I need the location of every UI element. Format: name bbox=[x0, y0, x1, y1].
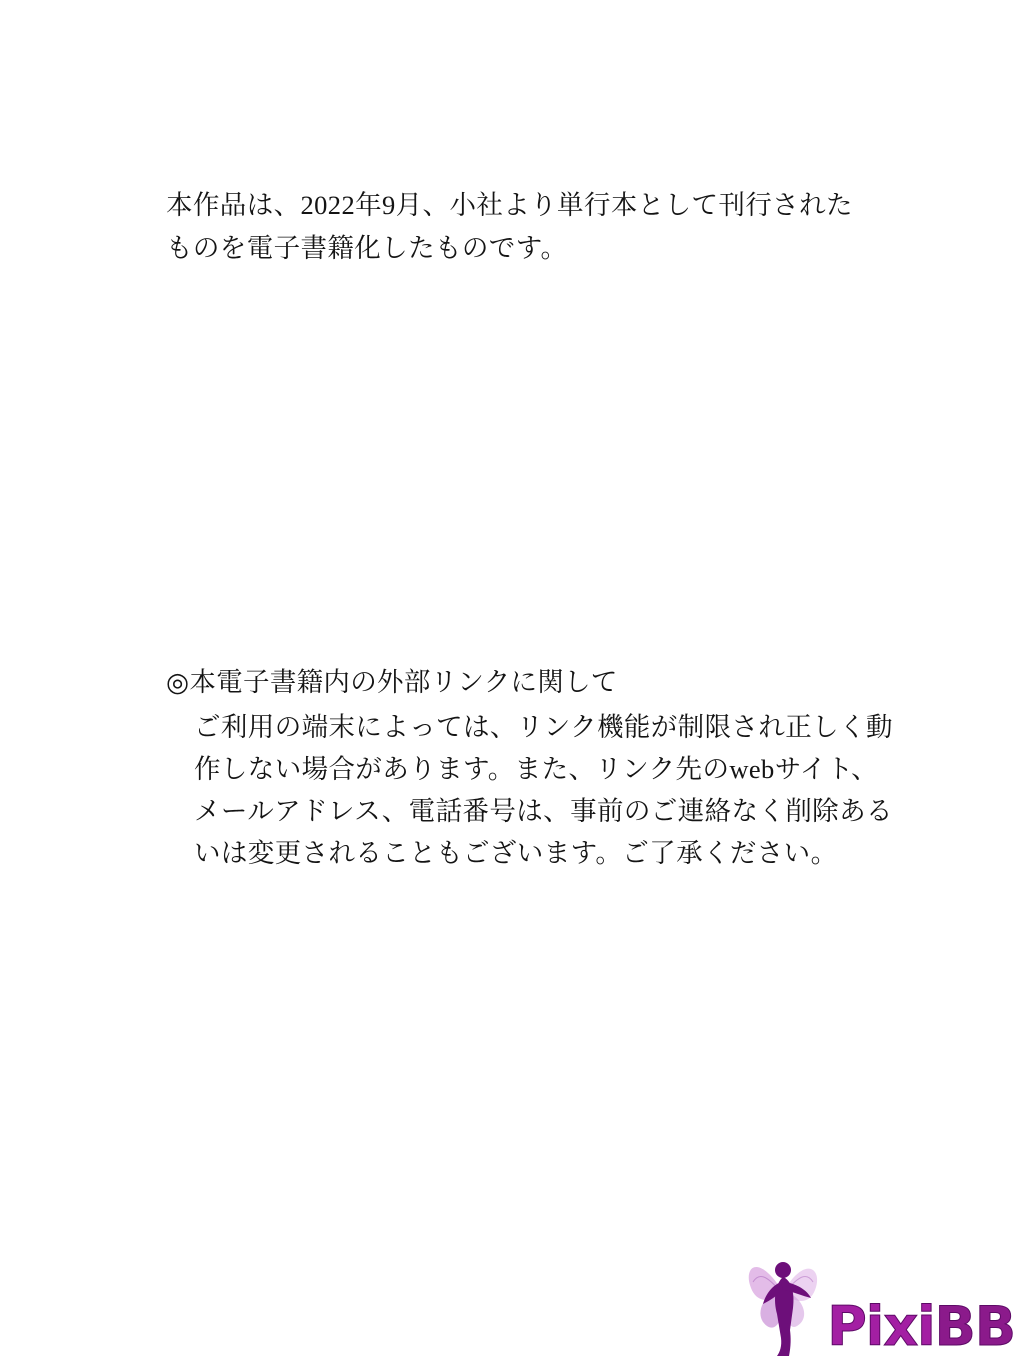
external-links-body-line: いは変更されることもございます。ご了承ください。 bbox=[194, 838, 838, 868]
external-links-body bbox=[166, 706, 906, 874]
watermark bbox=[705, 1242, 1015, 1360]
external-links-heading: ◎本電子書籍内の外部リンクに関して bbox=[166, 667, 618, 697]
external-links-body-line: 作しない場合があります。また、リンク先のwebサイト、 bbox=[194, 754, 879, 784]
colophon-note-line: 本作品は、2022年9月、小社より単行本として刊行された bbox=[166, 190, 853, 220]
fairy-silhouette-icon bbox=[737, 1246, 833, 1358]
external-links-section bbox=[166, 662, 906, 874]
watermark-text-part2: BB bbox=[934, 1295, 1015, 1358]
external-links-body-line: メールアドレス、電話番号は、事前のご連絡なく削除ある bbox=[194, 796, 893, 826]
watermark-text bbox=[827, 1295, 1015, 1358]
external-links-body-line: ご利用の端末によっては、リンク機能が制限され正しく動 bbox=[194, 712, 893, 742]
colophon-note bbox=[166, 184, 886, 270]
colophon-note-line: ものを電子書籍化したものです。 bbox=[166, 233, 568, 263]
watermark-text-part1: Pixi bbox=[827, 1295, 935, 1358]
